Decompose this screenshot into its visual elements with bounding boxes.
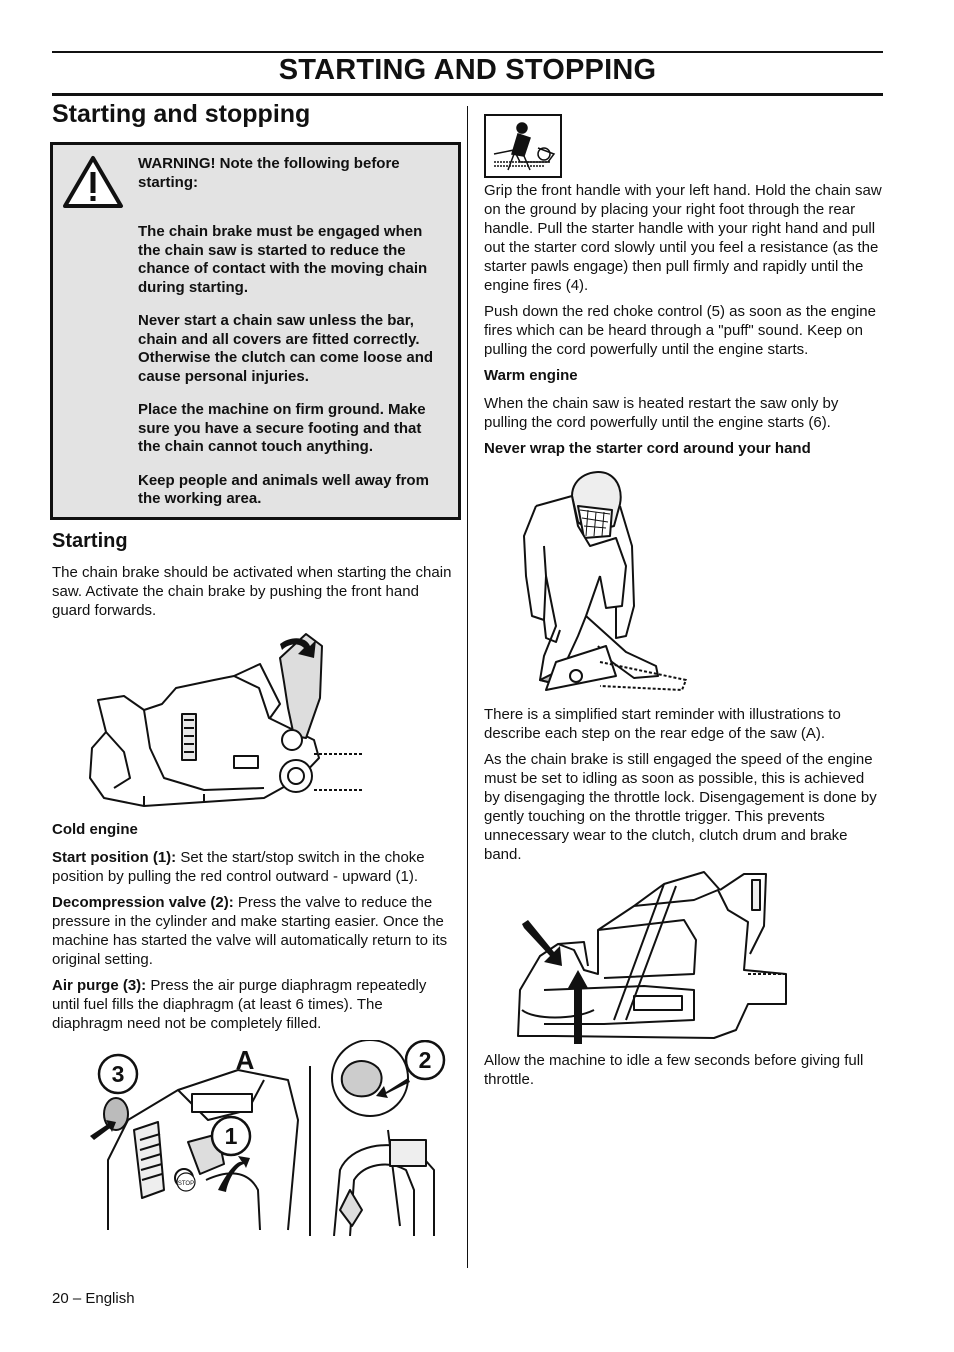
warning-line-4: Place the machine on firm ground. Make sure you have a secure footing and that the chain cannot touch anything. bbox=[138, 401, 426, 455]
warning-line-1: WARNING! Note the following before starting: bbox=[138, 155, 400, 191]
right-text-middle bbox=[484, 705, 884, 871]
warm-engine-heading: Warm engine bbox=[484, 367, 578, 384]
page-title: STARTING AND STOPPING bbox=[278, 54, 657, 86]
label-2: 2 bbox=[418, 1047, 432, 1073]
warning-box bbox=[50, 142, 461, 520]
grip-paragraph: Grip the front handle with your left hand. Hold the chain saw on the ground by placing your right foot through the rear handle. Pull the starter handle with your right hand and pull out the starter cord slowly until you feel a resistance (as the starter pawls engage) then pull firmly and rapidly until the engine fires (4). bbox=[484, 182, 882, 294]
label-1: 1 bbox=[224, 1123, 238, 1149]
label-a: A bbox=[235, 1045, 255, 1075]
choke-paragraph: Push down the red choke control (5) as soon as the engine fires which can be heard through a "puff" sound. Keep on pulling the cord powerfully until the engine starts. bbox=[484, 303, 876, 358]
header-rule-bottom bbox=[52, 93, 883, 96]
cold-engine-block bbox=[52, 820, 452, 1040]
decompression-label: Decompression valve (2): bbox=[52, 894, 234, 911]
brake-paragraph: As the chain brake is still engaged the speed of the engine must be set to idling as soon as possible, this is achieved by disengaging the throttle lock. Disengagement is done by gently touching on the throttle trigger. This prevents unnecessary wear to the clutch, clutch drum and brake band. bbox=[484, 751, 877, 863]
decompression-paragraph bbox=[52, 893, 452, 969]
controls-illustration bbox=[88, 1040, 448, 1236]
starting-intro: The chain brake should be activated when starting the chain saw. Activate the chain brake by pushing the front hand guard forwards. bbox=[52, 564, 452, 619]
column-divider bbox=[467, 106, 468, 1268]
start-position-label: Start position (1): bbox=[52, 849, 177, 866]
never-wrap-warning: Never wrap the starter cord around your hand bbox=[484, 440, 811, 457]
warning-line-3: Never start a chain saw unless the bar, chain and all covers are fitted correctly. Otherwise the clutch can come loose and cause personal injuries. bbox=[138, 312, 434, 385]
start-reminder-icon bbox=[484, 114, 562, 178]
stop-label: STOP bbox=[177, 1181, 195, 1187]
throttle-illustration bbox=[514, 870, 794, 1050]
air-purge-label: Air purge (3): bbox=[52, 977, 147, 994]
start-position-text: Set the start/stop switch in the choke position by pulling the red control outward - upward (1). bbox=[52, 849, 425, 885]
warning-line-2: The chain brake must be engaged when the chain saw is started to reduce the chance of contact with the moving chain during starting. bbox=[138, 223, 428, 296]
operator-starting-illustration bbox=[516, 466, 688, 698]
start-position-paragraph bbox=[52, 848, 452, 886]
warning-line-5: Keep people and animals well away from the working area. bbox=[138, 471, 429, 507]
right-text-top bbox=[484, 181, 884, 465]
idle-paragraph: Allow the machine to idle a few seconds before giving full throttle. bbox=[484, 1052, 864, 1088]
page-footer: 20 – English bbox=[52, 1290, 135, 1307]
starting-heading: Starting bbox=[52, 530, 128, 552]
cold-engine-heading: Cold engine bbox=[52, 821, 138, 838]
air-purge-paragraph bbox=[52, 976, 452, 1033]
label-3: 3 bbox=[111, 1061, 125, 1087]
warning-triangle-icon bbox=[62, 155, 124, 209]
warm-engine-paragraph: When the chain saw is heated restart the saw only by pulling the cord powerfully until the engine starts (6). bbox=[484, 395, 839, 431]
section-title: Starting and stopping bbox=[52, 100, 311, 128]
header-rule-top bbox=[52, 51, 883, 53]
chainsaw-brake-illustration bbox=[84, 628, 368, 812]
reminder-paragraph: There is a simplified start reminder with illustrations to describe each step on the rear edge of the saw (A). bbox=[484, 706, 841, 742]
air-purge-text: Press the air purge diaphragm repeatedly until fuel fills the diaphragm (at least 6 times). The diaphragm need not be completely filled. bbox=[52, 977, 427, 1032]
decompression-text: Press the valve to reduce the pressure in the cylinder and make starting easier. Once the machine has started the valve will automatically return to its original setting. bbox=[52, 894, 448, 968]
